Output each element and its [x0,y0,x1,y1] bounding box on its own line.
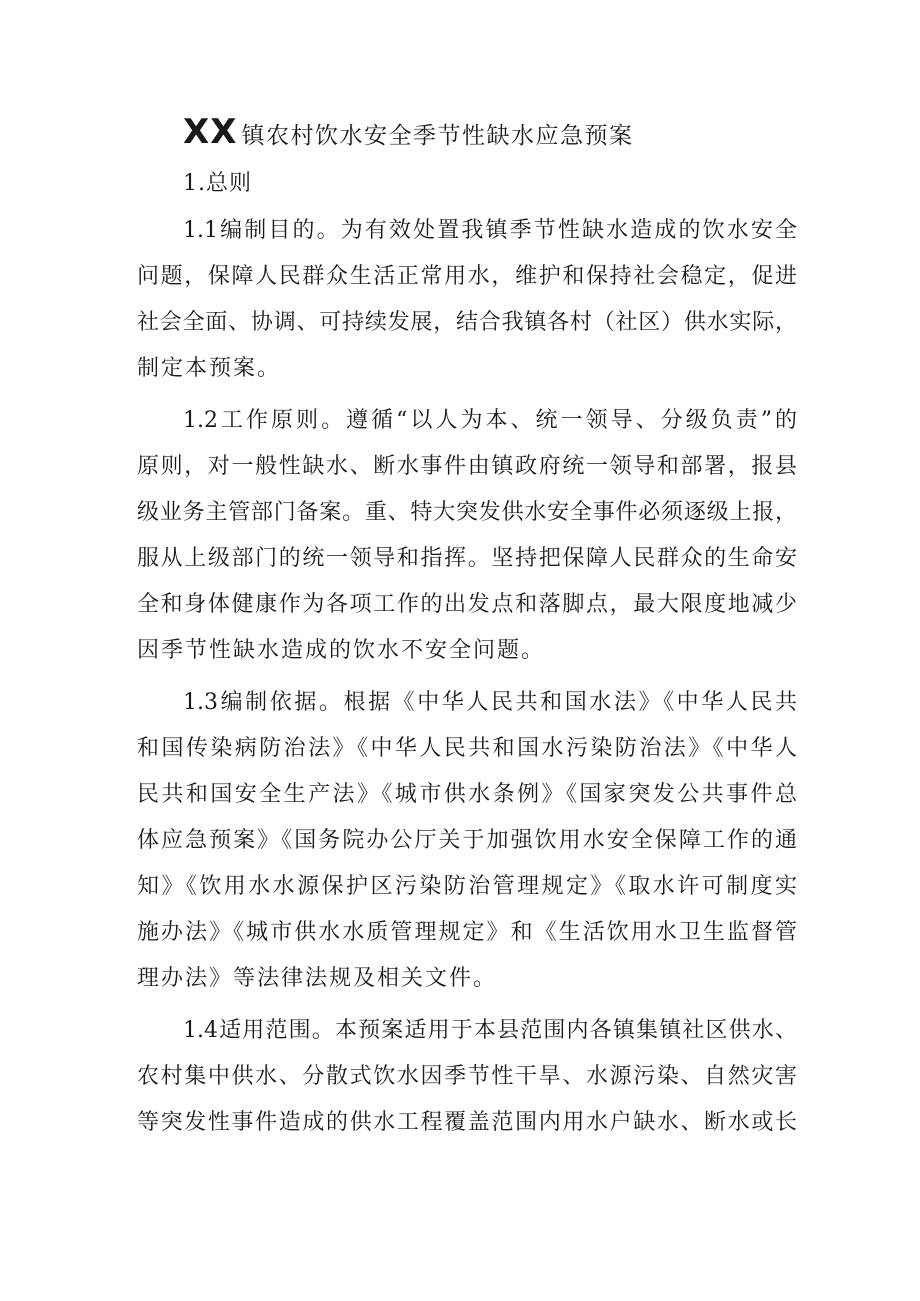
paragraph-line: 1.3编制依据。根据《中华人民共和国水法》《中华人民共 [183,690,797,715]
paragraph-line: 社会全面、协调、可持续发展，结合我镇各村（社区）供水实际， [137,310,797,335]
paragraph-line: 1.1编制目的。为有效处置我镇季节性缺水造成的饮水安全 [183,218,797,243]
paragraph-line: 知》《饮用水水源保护区污染防治管理规定》《取水许可制度实 [137,874,797,899]
paragraph-line: 和国传染病防治法》《中华人民共和国水污染防治法》《中华人 [137,736,797,761]
paragraph-line: 体应急预案》《国务院办公厅关于加强饮用水安全保障工作的通 [137,828,797,853]
paragraph-line: 制定本预案。 [137,356,282,381]
document-title [183,110,823,160]
paragraph-line: 理办法》等法律法规及相关文件。 [137,966,498,991]
paragraph-line: 1.4适用范围。本预案适用于本县范围内各镇集镇社区供水、 [183,1018,797,1043]
paragraph-line: 农村集中供水、分散式饮水因季节性干旱、水源污染、自然灾害 [137,1064,797,1089]
title-prefix: XX [183,112,238,152]
paragraph-line: 等突发性事件造成的供水工程覆盖范围内用水户缺水、断水或长 [137,1110,797,1135]
paragraph-line: 问题，保障人民群众生活正常用水，维护和保持社会稳定，促进 [137,264,797,289]
paragraph-line: 因季节性缺水造成的饮水不安全问题。 [137,638,546,663]
title-text: 镇农村饮水安全季节性缺水应急预案 [241,123,634,149]
paragraph-line: 原则，对一般性缺水、断水事件由镇政府统一领导和部署，报县 [137,454,797,479]
paragraph-line: 服从上级部门的统一领导和指挥。坚持把保障人民群众的生命安 [137,546,797,571]
paragraph-line: 全和身体健康作为各项工作的出发点和落脚点，最大限度地减少 [137,592,797,617]
paragraph-line: 施办法》《城市供水水质管理规定》和《生活饮用水卫生监督管 [137,920,797,945]
paragraph-line: 级业务主管部门备案。重、特大突发供水安全事件必须逐级上报， [137,500,797,525]
section-heading: 1.总则 [183,171,252,196]
paragraph-line: 1.2工作原则。遵循“以人为本、统一领导、分级负责”的 [183,408,797,433]
paragraph-line: 民共和国安全生产法》《城市供水条例》《国家突发公共事件总 [137,782,797,807]
